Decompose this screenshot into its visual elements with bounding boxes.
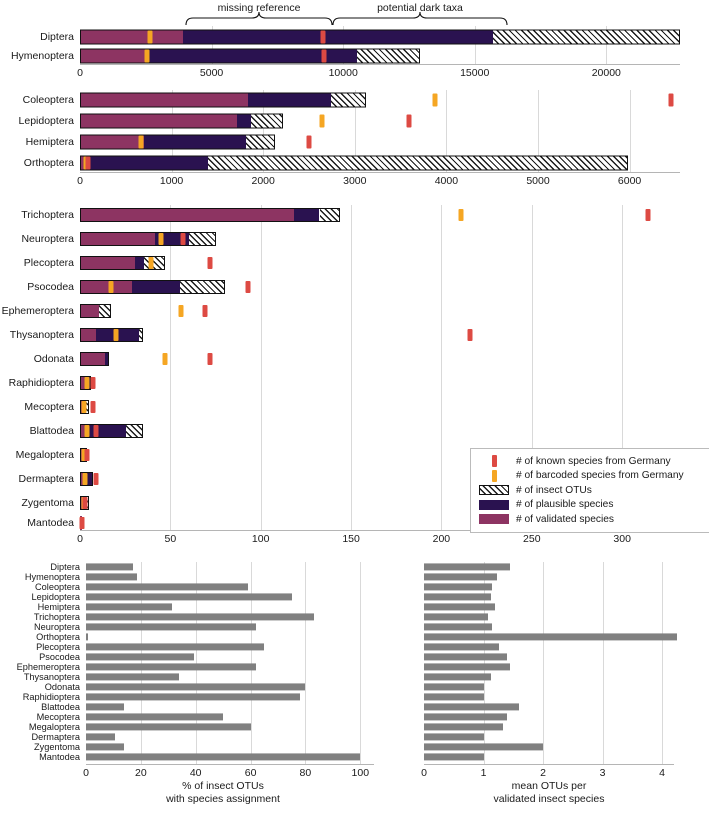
panel3-ylabel-mantodea: Mantodea — [27, 517, 74, 529]
marker-known-plecoptera — [208, 257, 213, 269]
gridline — [662, 562, 663, 764]
panel4-axis-title-line2: with species assignment — [166, 793, 280, 805]
bar-mean-trichoptera — [424, 613, 488, 620]
panel4-ylabel-zygentoma: Zygentoma — [34, 742, 80, 752]
panel3-ylabel-raphidioptera: Raphidioptera — [8, 377, 74, 389]
panel4-ylabel-raphidioptera: Raphidioptera — [22, 692, 80, 702]
panel4-ylabel-thysanoptera: Thysanoptera — [23, 672, 80, 682]
bar-mean-dermaptera — [424, 733, 484, 740]
bar-mean-blattodea — [424, 703, 519, 710]
marker-barcoded-odonata — [163, 353, 168, 365]
panel2-xtick: 3000 — [343, 175, 367, 187]
segment-plausible — [248, 94, 331, 107]
bar-pct-psocodea — [86, 653, 194, 660]
panel4-ylabel-plecoptera: Plecoptera — [36, 642, 80, 652]
bar-diptera — [80, 30, 680, 45]
bar-hymenoptera — [80, 49, 420, 64]
legend-label: # of insect OTUs — [516, 484, 592, 496]
annotation-label-potential-dark-taxa: potential dark taxa — [377, 2, 463, 14]
panel1-xtick: 5000 — [199, 67, 224, 79]
annotation-label-missing-reference: missing reference — [217, 2, 301, 14]
bar-mean-ephemeroptera — [424, 663, 510, 670]
panel-percent-otus — [16, 562, 374, 805]
panel5-xtick: 2 — [540, 767, 546, 779]
panel3-ylabel-odonata: Odonata — [33, 353, 74, 365]
panel4-ylabel-odonata: Odonata — [44, 682, 80, 692]
panel4-ylabel-mantodea: Mantodea — [39, 752, 80, 762]
panel3-ylabel-zygentoma: Zygentoma — [21, 497, 74, 509]
x-axis-line — [80, 64, 680, 65]
panel4-ylabel-hymenoptera: Hymenoptera — [24, 572, 80, 582]
barcoded-marker-icon — [477, 470, 511, 482]
bar-pct-lepidoptera — [86, 593, 292, 600]
panel3-xtick: 150 — [342, 533, 360, 545]
gridline — [441, 205, 442, 530]
segment-otu — [331, 94, 365, 107]
panel4-ylabel-dermaptera: Dermaptera — [31, 732, 80, 742]
panel1-plot — [10, 26, 680, 79]
plausible-swatch-icon — [477, 500, 511, 510]
marker-barcoded-mecoptera — [81, 401, 86, 413]
legend-item-plausible — [477, 498, 703, 513]
bar-mean-odonata — [424, 683, 484, 690]
otu-swatch-icon — [477, 485, 511, 495]
bar-pct-trichoptera — [86, 613, 314, 620]
marker-barcoded-dermaptera — [83, 473, 88, 485]
bar-mean-mecoptera — [424, 713, 507, 720]
segment-otu — [208, 157, 627, 170]
bar-mean-orthoptera — [424, 633, 677, 640]
segment-validated — [81, 329, 96, 341]
segment-plausible — [132, 281, 181, 293]
panel3-xtick: 0 — [77, 533, 83, 545]
panel5-axis-title-line1: mean OTUs per — [511, 780, 587, 792]
gridline — [603, 562, 604, 764]
panel4-ylabel-coleoptera: Coleoptera — [35, 582, 80, 592]
gridline — [261, 205, 262, 530]
legend — [470, 448, 709, 533]
segment-validated — [81, 209, 294, 221]
panel4-xtick: 80 — [299, 767, 312, 779]
gridline — [630, 90, 631, 172]
panel4-ylabel-megaloptera: Megaloptera — [28, 722, 80, 732]
panel4-xtick: 40 — [189, 767, 202, 779]
segment-otu — [126, 425, 142, 437]
bar-pct-mecoptera — [86, 713, 223, 720]
panel4-ylabel-ephemeroptera: Ephemeroptera — [16, 662, 80, 672]
legend-item-known — [477, 454, 703, 469]
panel1-xtick: 10000 — [328, 67, 358, 79]
panel4-ylabel-lepidoptera: Lepidoptera — [31, 592, 80, 602]
segment-otu — [320, 209, 340, 221]
panel2-xtick: 2000 — [251, 175, 275, 187]
bar-pct-thysanoptera — [86, 673, 179, 680]
bar-mean-mantodea — [424, 753, 484, 760]
marker-barcoded-hymenoptera — [145, 50, 150, 63]
marker-known-neuroptera — [181, 233, 186, 245]
bar-mean-hymenoptera — [424, 573, 497, 580]
panel4-ylabel-trichoptera: Trichoptera — [33, 612, 80, 622]
panel4-xtick: 60 — [244, 767, 257, 779]
bar-mean-lepidoptera — [424, 593, 491, 600]
bar-pct-diptera — [86, 563, 133, 570]
segment-otu — [251, 115, 282, 128]
panel1-xtick: 20000 — [591, 67, 621, 79]
marker-barcoded-raphidioptera — [85, 377, 90, 389]
panel3-xtick: 250 — [523, 533, 541, 545]
segment-plausible — [84, 157, 208, 170]
segment-validated — [81, 281, 132, 293]
panel3-ylabel-mecoptera: Mecoptera — [24, 401, 74, 413]
bar-pct-raphidioptera — [86, 693, 300, 700]
segment-plausible — [144, 136, 246, 149]
segment-otu — [189, 233, 214, 245]
panel4-xtick: 100 — [351, 767, 370, 779]
panel4-ylabel-mecoptera: Mecoptera — [36, 712, 80, 722]
bar-pct-ephemeroptera — [86, 663, 256, 670]
panel1-ylabel-hymenoptera: Hymenoptera — [10, 50, 74, 62]
panel2-xtick: 6000 — [617, 175, 642, 187]
gridline — [351, 205, 352, 530]
panel3-xtick: 200 — [432, 533, 451, 545]
bar-mean-megaloptera — [424, 723, 503, 730]
bar-pct-dermaptera — [86, 733, 115, 740]
x-axis-line — [86, 764, 374, 765]
segment-validated — [81, 94, 248, 107]
gridline — [543, 562, 544, 764]
legend-item-validated — [477, 512, 703, 527]
segment-validated — [81, 305, 99, 317]
segment-plausible — [105, 353, 108, 365]
marker-known-lepidoptera — [406, 115, 411, 128]
panel5-axis-title-line2: validated insect species — [493, 793, 605, 805]
x-axis-line — [424, 764, 674, 765]
legend-label: # of plausible species — [516, 499, 614, 511]
segment-validated — [81, 115, 237, 128]
marker-known-diptera — [321, 31, 326, 44]
panel5-xtick: 1 — [480, 767, 487, 779]
bar-lepidoptera — [80, 114, 283, 129]
panel3-xtick: 300 — [613, 533, 631, 545]
panel4-ylabel-neuroptera: Neuroptera — [34, 622, 80, 632]
panel4-plot — [16, 562, 374, 805]
marker-known-mecoptera — [90, 401, 95, 413]
panel4-ylabel-hemiptera: Hemiptera — [37, 602, 80, 612]
panel2-xtick: 4000 — [434, 175, 459, 187]
marker-barcoded-coleoptera — [433, 94, 438, 107]
segment-otu — [493, 31, 679, 44]
legend-label: # of validated species — [516, 513, 614, 525]
x-axis-line — [80, 172, 680, 173]
segment-otu — [99, 305, 110, 317]
bar-mean-neuroptera — [424, 623, 492, 630]
segment-validated — [81, 353, 105, 365]
marker-known-raphidioptera — [90, 377, 95, 389]
bar-mean-plecoptera — [424, 643, 499, 650]
bar-pct-hemiptera — [86, 603, 172, 610]
panel5-plot — [421, 562, 674, 805]
marker-known-trichoptera — [645, 209, 650, 221]
panel5-xtick: 4 — [659, 767, 666, 779]
marker-barcoded-hemiptera — [139, 136, 144, 149]
bar-pct-neuroptera — [86, 623, 256, 630]
panel2-ylabel-orthoptera: Orthoptera — [23, 157, 74, 169]
panel3-ylabel-neuroptera: Neuroptera — [21, 233, 74, 245]
marker-barcoded-psocodea — [108, 281, 113, 293]
segment-validated — [81, 257, 135, 269]
bar-mean-coleoptera — [424, 583, 492, 590]
marker-known-ephemeroptera — [202, 305, 207, 317]
marker-known-zygentoma — [83, 497, 88, 509]
segment-plausible — [183, 31, 494, 44]
marker-known-blattodea — [94, 425, 99, 437]
bar-orthoptera — [80, 156, 628, 171]
bar-trichoptera — [80, 208, 340, 222]
bar-pct-odonata — [86, 683, 305, 690]
panel4-xtick: 0 — [83, 767, 89, 779]
marker-barcoded-blattodea — [85, 425, 90, 437]
segment-plausible — [237, 115, 252, 128]
marker-barcoded-thysanoptera — [114, 329, 119, 341]
bar-mean-diptera — [424, 563, 510, 570]
marker-known-mantodea — [80, 517, 85, 529]
panel3-ylabel-dermaptera: Dermaptera — [18, 473, 74, 485]
marker-known-odonata — [208, 353, 213, 365]
bar-pct-zygentoma — [86, 743, 124, 750]
panel3-ylabel-plecoptera: Plecoptera — [23, 257, 74, 269]
panel2-ylabel-hemiptera: Hemiptera — [25, 136, 74, 148]
segment-plausible — [135, 257, 144, 269]
bracket-icon — [0, 0, 709, 26]
marker-barcoded-trichoptera — [459, 209, 464, 221]
bar-thysanoptera — [80, 328, 143, 342]
marker-barcoded-plecoptera — [148, 257, 153, 269]
panel-large-orders — [10, 26, 680, 79]
panel2-ylabel-coleoptera: Coleoptera — [22, 94, 74, 106]
marker-known-dermaptera — [94, 473, 99, 485]
segment-validated — [81, 136, 144, 149]
bracket-annotations — [0, 0, 709, 26]
panel1-xtick: 15000 — [460, 67, 490, 79]
panel3-ylabel-thysanoptera: Thysanoptera — [9, 329, 74, 341]
segment-otu — [357, 50, 418, 63]
panel4-xtick: 20 — [135, 767, 147, 779]
legend-label: # of known species from Germany — [516, 455, 671, 467]
bar-pct-orthoptera — [86, 633, 88, 640]
validated-swatch-icon — [477, 514, 511, 524]
marker-known-hymenoptera — [322, 50, 327, 63]
gridline — [305, 562, 306, 764]
panel3-ylabel-blattodea: Blattodea — [29, 425, 74, 437]
legend-label: # of barcoded species from Germany — [516, 470, 684, 482]
panel3-ylabel-ephemeroptera: Ephemeroptera — [1, 305, 74, 317]
bar-ephemeroptera — [80, 304, 111, 318]
bar-mean-raphidioptera — [424, 693, 484, 700]
marker-barcoded-neuroptera — [159, 233, 164, 245]
panel2-xtick: 1000 — [159, 175, 184, 187]
segment-plausible — [294, 209, 319, 221]
bar-psocodea — [80, 280, 225, 294]
gridline — [360, 562, 361, 764]
marker-known-orthoptera — [86, 157, 91, 170]
segment-otu — [180, 281, 223, 293]
segment-otu — [139, 329, 142, 341]
marker-known-thysanoptera — [468, 329, 473, 341]
segment-validated — [81, 50, 147, 63]
panel3-ylabel-trichoptera: Trichoptera — [21, 209, 74, 221]
marker-known-hemiptera — [307, 136, 312, 149]
marker-barcoded-ephemeroptera — [179, 305, 184, 317]
bar-pct-coleoptera — [86, 583, 248, 590]
panel3-xtick: 100 — [251, 533, 270, 545]
bar-pct-plecoptera — [86, 643, 264, 650]
bar-pct-megaloptera — [86, 723, 251, 730]
bar-coleoptera — [80, 93, 366, 108]
panel4-ylabel-diptera: Diptera — [50, 562, 80, 572]
bar-mean-zygentoma — [424, 743, 543, 750]
panel4-ylabel-blattodea: Blattodea — [41, 702, 80, 712]
legend-item-otu — [477, 483, 703, 498]
bar-mean-psocodea — [424, 653, 507, 660]
segment-otu — [246, 136, 274, 149]
panel3-xtick: 50 — [164, 533, 177, 545]
legend-item-barcoded — [477, 469, 703, 484]
panel2-plot — [18, 90, 680, 187]
panel4-ylabel-orthoptera: Orthoptera — [36, 632, 80, 642]
segment-validated — [81, 233, 155, 245]
panel5-xtick: 3 — [599, 767, 606, 779]
bar-neuroptera — [80, 232, 216, 246]
panel-mean-otus — [421, 562, 674, 805]
segment-validated — [81, 31, 183, 44]
panel1-xtick: 0 — [77, 67, 83, 79]
panel3-ylabel-psocodea: Psocodea — [27, 281, 74, 293]
panel2-xtick: 0 — [77, 175, 83, 187]
bar-pct-hymenoptera — [86, 573, 137, 580]
panel-small-orders — [1, 205, 684, 545]
panel2-ylabel-lepidoptera: Lepidoptera — [18, 115, 74, 127]
panel-medium-orders — [18, 90, 680, 187]
panel1-ylabel-diptera: Diptera — [40, 31, 74, 43]
bar-pct-mantodea — [86, 753, 360, 760]
gridline — [170, 205, 171, 530]
marker-known-megaloptera — [85, 449, 90, 461]
marker-barcoded-lepidoptera — [319, 115, 324, 128]
bar-pct-blattodea — [86, 703, 124, 710]
marker-barcoded-diptera — [147, 31, 152, 44]
bar-hemiptera — [80, 135, 275, 150]
bar-mean-hemiptera — [424, 603, 495, 610]
panel4-ylabel-psocodea: Psocodea — [39, 652, 80, 662]
marker-known-psocodea — [246, 281, 251, 293]
marker-known-coleoptera — [668, 94, 673, 107]
panel2-xtick: 5000 — [526, 175, 550, 187]
bar-odonata — [80, 352, 109, 366]
known-marker-icon — [477, 455, 511, 467]
panel3-ylabel-megaloptera: Megaloptera — [15, 449, 74, 461]
panel4-axis-title-line1: % of insect OTUs — [182, 780, 264, 792]
bar-mean-thysanoptera — [424, 673, 491, 680]
panel5-xtick: 0 — [421, 767, 427, 779]
